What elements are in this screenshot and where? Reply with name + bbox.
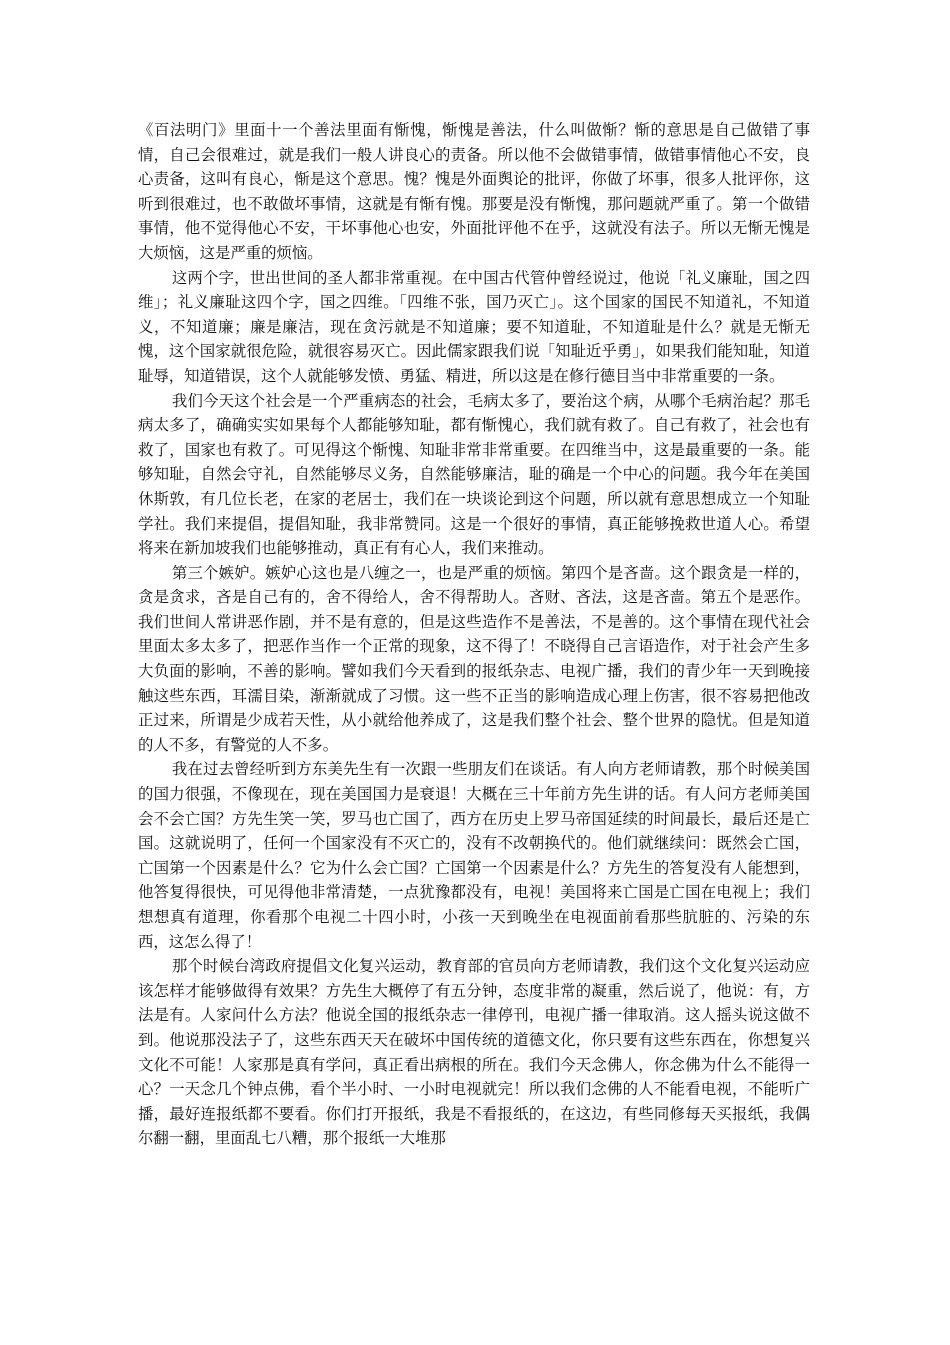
paragraph-2: 这两个字，世出世间的圣人都非常重视。在中国古代管仲曾经说过，他说「礼义廉耻，国之四维」；礼义廉耻这四个字，国之四维。「四维不张，国乃灭亡」。这个国家的国民不知道礼，不知道义，不知道廉；廉是廉洁，现在贪污就是不知道廉；要不知道耻，不知道耻是什么？就是无惭无愧，这个国家就很危险，就很容易灭亡。因此儒家跟我们说「知耻近乎勇」，如果我们能知耻，知道耻辱，知道错误，这个人就能够发愤、勇猛、精进，所以这是在修行德目当中非常重要的一条。: [138, 268, 810, 385]
document-body: [138, 118, 810, 1151]
paragraph-3: 我们今天这个社会是一个严重病态的社会，毛病太多了，要治这个病，从哪个毛病治起？那毛病太多了，确确实实如果每个人都能够知耻，都有惭愧心，我们就有救了。自己有救了，社会也有救了，国家也有救了。可见得这个惭愧、知耻非常非常重要。在四维当中，这是最重要的一条。能够知耻，自然会守礼，自然能够尽义务，自然能够廉洁，耻的确是一个中心的问题。我今年在美国休斯敦，有几位长老，在家的老居士，我们在一块谈论到这个问题，所以就有意思想成立一个知耻学社。我们来提倡，提倡知耻，我非常赞同。这是一个很好的事情，真正能够挽救世道人心。希望将来在新加坡我们也能够推动，真正有有心人，我们来推动。: [138, 391, 810, 558]
paragraph-6: 那个时候台湾政府提倡文化复兴运动，教育部的官员向方老师请教，我们这个文化复兴运动应该怎样才能够做得有效果？方先生大概停了有五分钟，态度非常的凝重，然后说了，他说：有，方法是有。人家问什么方法？他说全国的报纸杂志一律停刊，电视广播一律取消。这人摇头说这做不到。他说那没法子了，这些东西天天在破坏中国传统的道德文化，你只要有这些东西在，你想复兴文化不可能！人家那是真有学问，真正看出病根的所在。我们今天念佛人，你念佛为什么不能得一心？一天念几个钟点佛，看个半小时、一小时电视就完！所以我们念佛的人不能看电视，不能听广播，最好连报纸都不要看。你们打开报纸，我是不看报纸的，在这边，有些同修每天买报纸，我偶尔翻一翻，里面乱七八糟，那个报纸一大堆那: [138, 957, 810, 1148]
paragraph-5: 我在过去曾经听到方东美先生有一次跟一些朋友们在谈话。有人向方老师请教，那个时候美国的国力很强，不像现在，现在美国国力是衰退！大概在三十年前方先生讲的话。有人问方老师美国会不会亡国？方先生笑一笑，罗马也亡国了，西方在历史上罗马帝国延续的时间最长，最后还是亡国。这就说明了，任何一个国家没有不灭亡的，没有不改朝换代的。他们就继续问：既然会亡国，亡国第一个因素是什么？它为什么会亡国？亡国第一个因素是什么？方先生的答复没有人能想到，他答复得很快，可见得他非常清楚，一点犹豫都没有，电视！美国将来亡国是亡国在电视上；我们想想真有道理，你看那个电视二十四小时，小孩一天到晚坐在电视面前看那些肮脏的、污染的东西，这怎么得了！: [138, 760, 810, 951]
paragraph-1: 《百法明门》里面十一个善法里面有惭愧，惭愧是善法，什么叫做惭？惭的意思是自己做错了事情，自己会很难过，就是我们一般人讲良心的责备。所以他不会做错事情，做错事情他心不安，良心责备，这叫有良心，惭是这个意思。愧？愧是外面舆论的批评，你做了坏事，很多人批评你，这听到很难过，也不敢做坏事情，这就是有惭有愧。那要是没有惭愧，那问题就严重了。第一个做错事情，他不觉得他心不安，干坏事他心也安，外面批评他不在乎，这就没有法子。所以无惭无愧是大烦恼，这是严重的烦恼。: [138, 121, 810, 262]
paragraph-4: 第三个嫉妒。嫉妒心这也是八缠之一，也是严重的烦恼。第四个是吝啬。这个跟贪是一样的，贪是贪求，吝是自己有的，舍不得给人，舍不得帮助人。吝财、吝法，这是吝啬。第五个是恶作。我们世间人常讲恶作剧，并不是有意的，但是这些造作不是善法，不是善的。这个事情在现代社会里面太多太多了，把恶作当作一个正常的现象，这不得了！不晓得自己言语造作，对于社会产生多大负面的影响，不善的影响。譬如我们今天看到的报纸杂志、电视广播，我们的青少年一天到晚接触这些东西，耳濡目染，渐渐就成了习惯。这一些不正当的影响造成心理上伤害，很不容易把他改正过来，所谓是少成若天性，从小就给他养成了，这是我们整个社会、整个世界的隐忧。但是知道的人不多，有警觉的人不多。: [138, 563, 810, 754]
